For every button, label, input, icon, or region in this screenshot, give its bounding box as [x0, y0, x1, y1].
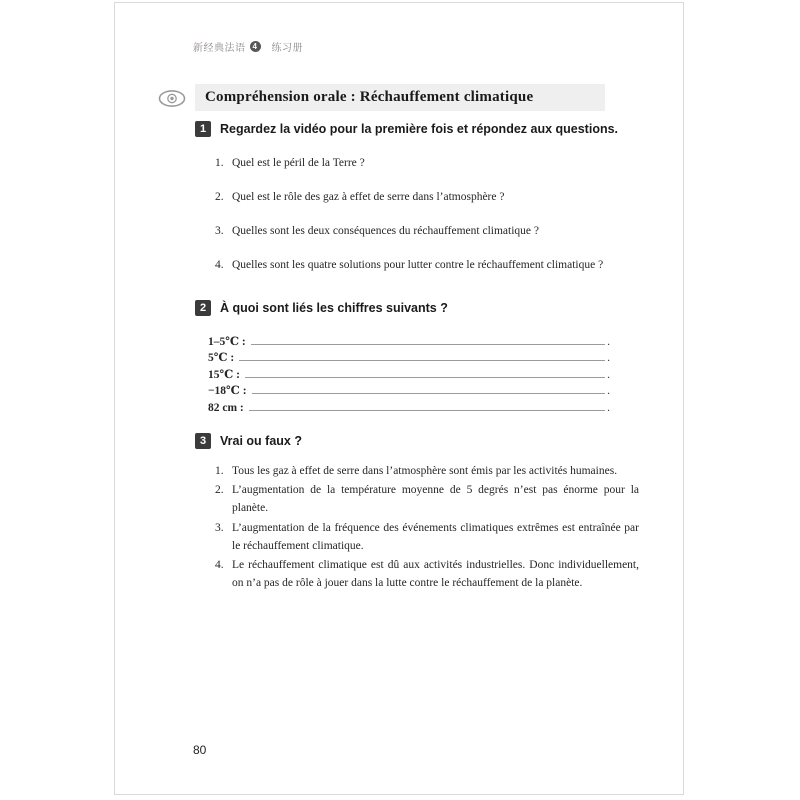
exercise-number-badge: 2	[195, 300, 211, 316]
question-item	[215, 258, 645, 272]
blank-item	[208, 349, 610, 365]
running-head	[193, 39, 303, 54]
statement-text: Tous les gaz à effet de serre dans l’atmosphère sont émis par les activités humaines.	[232, 465, 618, 477]
exercise-1-questions	[215, 156, 645, 292]
blank-end-mark: .	[607, 401, 610, 414]
question-text: Quel est le péril de la Terre ?	[232, 157, 365, 169]
statement-text: L’augmentation de la température moyenne de 5 degrés n’est pas énorme pour la planète.	[232, 484, 639, 515]
exercise-number-badge: 3	[195, 433, 211, 449]
answer-line	[252, 382, 606, 394]
blank-item	[208, 333, 610, 349]
blank-end-mark: .	[607, 385, 610, 398]
book-type-label: 练习册	[271, 43, 303, 54]
statement-number: 2.	[215, 484, 224, 497]
series-title: 新经典法语	[193, 43, 246, 54]
statement-item	[215, 519, 639, 555]
blank-end-mark: .	[607, 352, 610, 365]
statement-number: 4.	[215, 559, 224, 572]
exercise-1-instruction: Regardez la vidéo pour la première fois et répondez aux questions.	[220, 122, 619, 136]
question-text: Quelles sont les quatre solutions pour lutter contre le réchauffement climatique ?	[232, 259, 604, 271]
exercise-3-heading	[195, 433, 302, 449]
blank-label: 5℃ :	[208, 352, 235, 365]
blank-label: 82 cm :	[208, 401, 244, 414]
exercise-2-instruction: À quoi sont liés les chiffres suivants ?	[220, 301, 448, 315]
workbook-page	[114, 2, 684, 795]
question-text: Quelles sont les deux conséquences du réchauffement climatique ?	[232, 225, 539, 237]
exercise-3-statements	[215, 462, 639, 593]
blank-item	[208, 382, 610, 398]
answer-line	[251, 333, 605, 345]
question-number: 2.	[215, 191, 224, 203]
blank-label: 1–5℃ :	[208, 336, 246, 348]
section-title-bar	[195, 84, 605, 111]
exercise-1-heading	[195, 121, 618, 137]
statement-item	[215, 556, 639, 592]
statement-text: L’augmentation de la fréquence des événements climatiques extrêmes est entraînée par le réchauffement climatique.	[232, 521, 639, 552]
blank-label: 15℃ :	[208, 368, 240, 381]
answer-line	[245, 366, 605, 378]
exercise-number-badge: 1	[195, 121, 211, 137]
question-item	[215, 190, 645, 204]
answer-line	[249, 399, 605, 411]
eye-icon	[158, 89, 186, 113]
statement-number: 3.	[215, 521, 224, 534]
answer-line	[239, 349, 605, 361]
blank-end-mark: .	[607, 368, 610, 381]
statement-item	[215, 481, 639, 517]
exercise-2-blanks	[208, 333, 610, 415]
question-item	[215, 156, 645, 170]
exercise-3-instruction: Vrai ou faux ?	[220, 434, 302, 448]
section-title: Compréhension orale : Réchauffement climatique	[205, 89, 534, 105]
blank-item	[208, 399, 610, 415]
statement-item	[215, 462, 639, 480]
page-number: 80	[193, 743, 207, 757]
question-number: 1.	[215, 157, 224, 169]
volume-badge: 4	[250, 41, 261, 52]
blank-end-mark: .	[607, 336, 610, 348]
question-item	[215, 224, 645, 238]
statement-text: Le réchauffement climatique est dû aux activités industrielles. Donc individuellement, on n’a pas de rôle à jouer dans la lutte contre le réchauffement de la planète.	[232, 559, 639, 590]
exercise-2-heading	[195, 300, 448, 316]
blank-item	[208, 366, 610, 382]
question-text: Quel est le rôle des gaz à effet de serre dans l’atmosphère ?	[232, 191, 505, 203]
blank-label: −18℃ :	[208, 385, 247, 398]
statement-number: 1.	[215, 465, 224, 477]
question-number: 4.	[215, 259, 224, 271]
question-number: 3.	[215, 225, 224, 237]
